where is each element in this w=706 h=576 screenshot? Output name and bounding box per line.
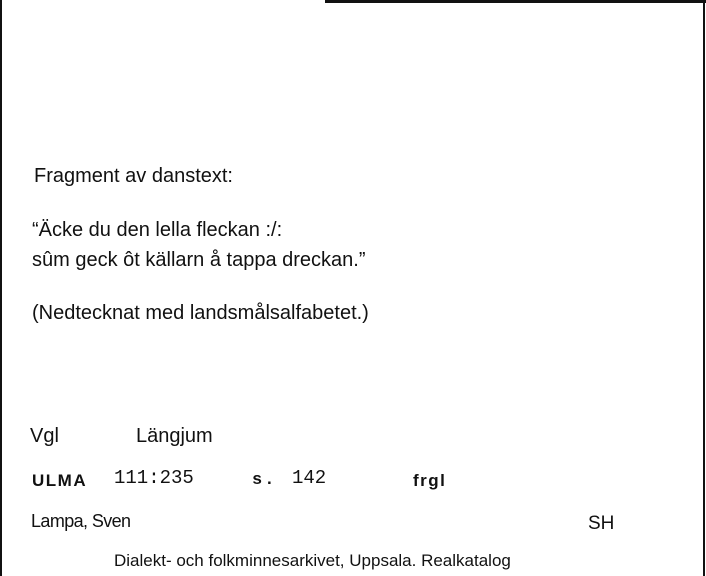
page-prefix: s. — [252, 471, 277, 490]
card-heading: Fragment av danstext: — [34, 165, 233, 187]
card-right-border — [703, 0, 705, 576]
category-code: frgl — [413, 471, 447, 490]
informant-name: Lampa, Sven — [31, 511, 131, 531]
card-top-border — [325, 0, 706, 3]
archive-footer: Dialekt- och folkminnesarkivet, Uppsala. Realkatalog — [114, 551, 511, 570]
collector-initials: SH — [588, 513, 615, 534]
transcription-note: (Nedtecknat med landsmålsalfabetet.) — [32, 302, 369, 324]
verse-line-2: sûm geck ôt källarn å tappa dreckan.” — [32, 249, 366, 271]
verse-line-1: “Äcke du den lella fleckan :/: — [32, 219, 283, 241]
archive-number: 111:235 — [114, 467, 194, 489]
province-code: Vgl — [30, 425, 59, 447]
place-name: Längjum — [136, 425, 213, 447]
card-left-border — [0, 0, 2, 576]
archive-code: ULMA — [32, 471, 88, 490]
page-number: 142 — [292, 467, 327, 489]
